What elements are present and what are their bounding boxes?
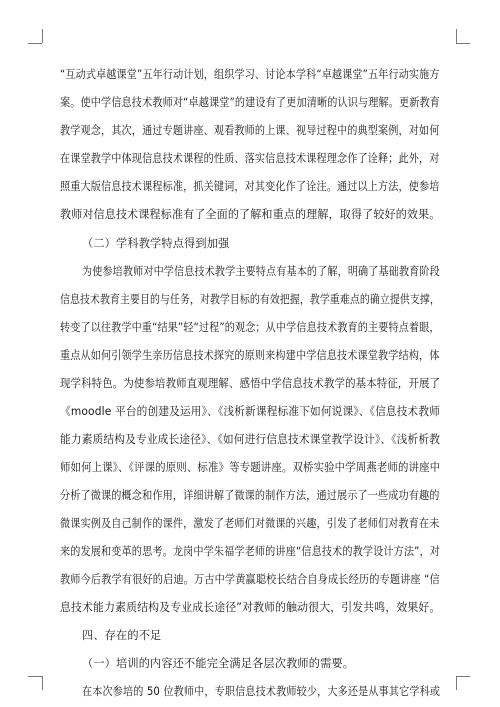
text-line: 教师对信息技术课程标准有了全面的了解和重点的理解，取得了较好的效果。	[60, 208, 441, 221]
text-line: 照重大版信息技术课程标准，抓关键词，对其变化作了诠注。通过以上方法，使参培	[60, 180, 440, 193]
text-line: 能力素质结构及专业成长途径》、《如何进行信息技术课堂教学设计》、《浅析析教	[60, 433, 441, 446]
crop-mark-top-left-v	[42, 29, 43, 43]
crop-mark-bottom-left-v	[42, 676, 43, 690]
text-line: 重点从如何引领学生亲历信息技术探究的原则来构建中学信息技术课堂教学结构，体	[60, 349, 440, 362]
text-line: 《moodle 平台的创建及运用》、《浅析新课程标准下如何说课》、《信息技术教师	[60, 405, 441, 418]
text-line: “互动式卓越课堂”五年行动计划，组织学习、讨论本学科“卓越课堂”五年行动实施方	[60, 68, 440, 81]
crop-mark-top-right-h	[456, 43, 470, 44]
text-line: 为使参培教师对中学信息技术教学主要特点有基本的了解，明确了基础教育阶段	[82, 265, 440, 278]
crop-mark-bottom-right-h	[456, 676, 470, 677]
crop-mark-top-right-v	[456, 29, 457, 43]
text-line: 现学科特色。为使参培教师直观理解、感悟中学信息技术教学的基本特征，开展了	[60, 377, 441, 390]
text-line: 分析了微课的概念和作用，详细讲解了微课的制作方法，通过展示了一些成功有趣的	[60, 489, 440, 502]
crop-mark-bottom-right-v	[456, 676, 457, 690]
text-line: 师如何上课》、《评课的原则、标准》等专题讲座。双桥实验中学周燕老师的讲座中	[60, 461, 441, 474]
text-line: 在本次参培的 50 位教师中，专职信息技术教师较少，大多还是从事其它学科或	[82, 685, 441, 698]
crop-mark-bottom-left-h	[28, 676, 42, 677]
text-line: 教师今后教学有很好的启迪。万古中学黄赢聪校长结合自身成长经历的专题讲座 “信	[60, 573, 440, 586]
text-line: 案。使中学信息技术教师对“卓越课堂”的建设有了更加清晰的认识与理解。更新教育	[60, 96, 441, 109]
section-heading: （二）学科教学特点得到加强	[82, 237, 230, 250]
text-line: 转变了以往教学中重“结果”轻“过程”的观念；从中学信息技术教育的主要特点着眼，	[60, 321, 440, 334]
text-line: 息技术能力素质结构及专业成长途径”对教师的触动很大，引发共鸣，效果好。	[60, 601, 441, 614]
crop-mark-top-left-h	[28, 43, 42, 44]
text-line: 在课堂教学中体现信息技术课程的性质、落实信息技术课程理念作了诠释；此外，对	[60, 152, 440, 165]
text-line: 信息技术教育主要目的与任务，对教学目标的有效把握，教学重难点的确立提供支撑，	[60, 293, 440, 306]
text-line: 微课实例及自己制作的课件，激发了老师们对微课的兴趣，引发了老师们对教育在未	[60, 517, 440, 530]
section-heading: （一）培训的内容还不能完全满足各层次教师的需要。	[82, 657, 355, 670]
section-heading: 四、存在的不足	[82, 629, 162, 642]
text-line: 教学观念，其次，通过专题讲座、观看教师的上课、视导过程中的典型案例，对如何	[60, 124, 440, 137]
text-line: 来的发展和变革的思考。龙岗中学朱福学老师的讲座“信息技术的教学设计方法”，对	[60, 545, 441, 558]
